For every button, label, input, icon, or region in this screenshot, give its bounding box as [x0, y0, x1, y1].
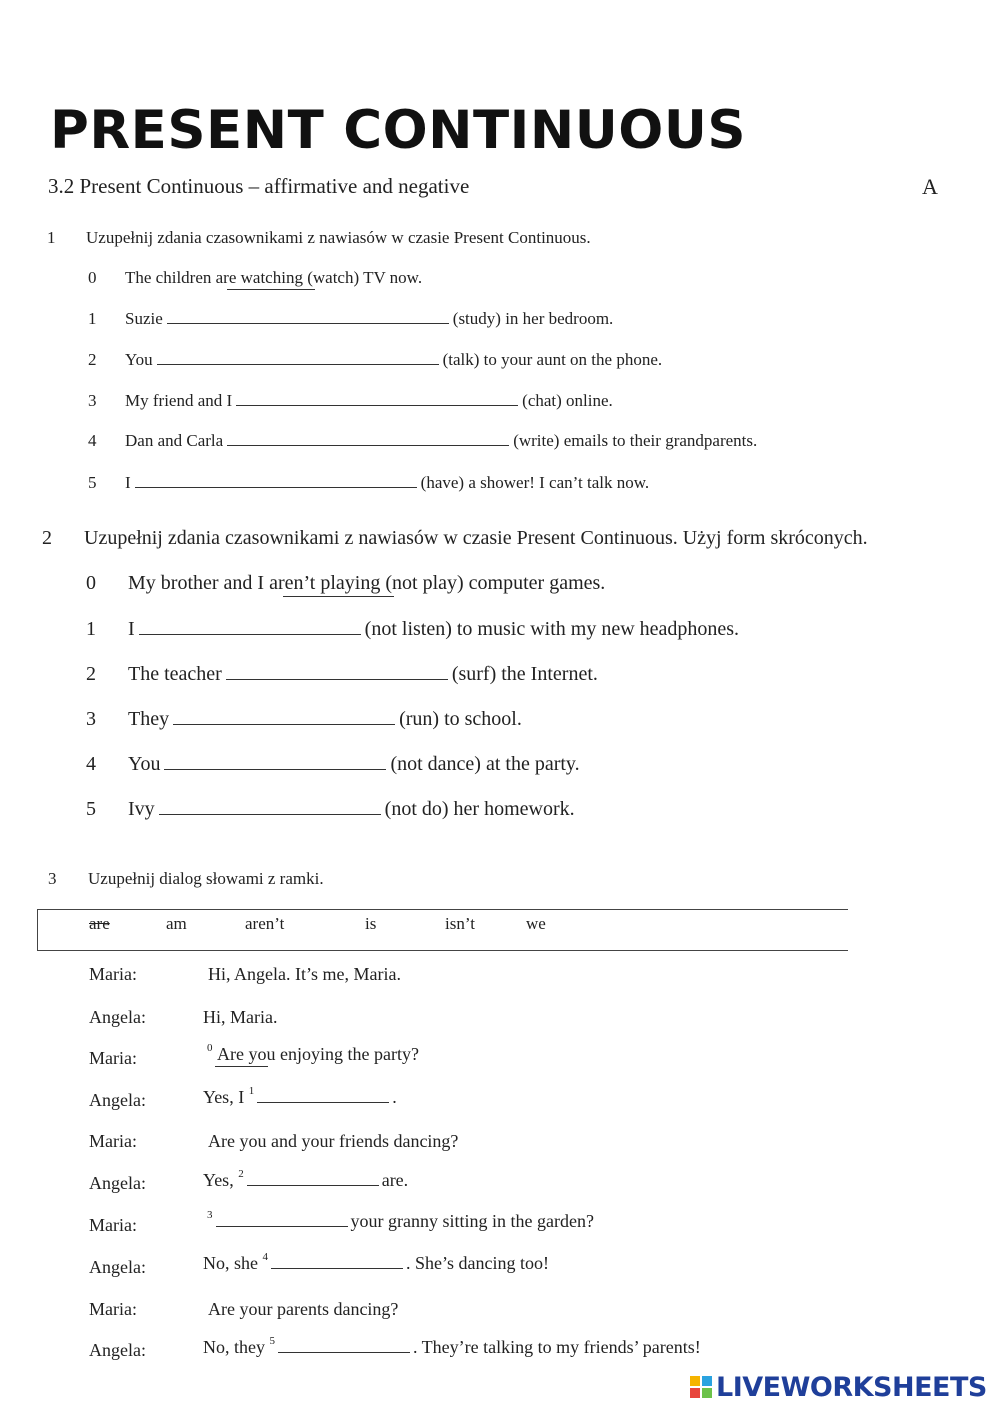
exercise-2-example-number: 0: [86, 572, 96, 594]
dialog-line: [203, 1337, 701, 1358]
gap-number: 2: [238, 1168, 244, 1180]
logo-text: LIVEWORKSHEETS: [716, 1372, 987, 1403]
exercise-1-item-number: 1: [88, 309, 97, 328]
exercise-3-number: 3: [48, 869, 57, 888]
dialog-line: Hi, Angela. It’s me, Maria.: [208, 964, 401, 984]
word-box-item[interactable]: isn’t: [445, 914, 475, 933]
exercise-1-item: [125, 391, 613, 411]
gap-number: 3: [207, 1209, 213, 1221]
exercise-2-item-number: 3: [86, 708, 96, 730]
item-subject: I: [125, 473, 131, 492]
dialog-after: .: [392, 1087, 397, 1107]
answer-blank[interactable]: [227, 431, 509, 446]
item-subject: You: [128, 753, 161, 775]
example-answer: en’t playing (: [284, 572, 393, 594]
item-rest: (write) emails to their grandparents.: [513, 431, 758, 450]
item-rest: (have) a shower! I can’t talk now.: [420, 473, 650, 492]
exercise-2-item-number: 4: [86, 753, 96, 775]
variant-label: A: [922, 174, 938, 199]
dialog-line: Are you and your friends dancing?: [208, 1131, 459, 1151]
item-subject: They: [128, 708, 170, 730]
exercise-2-item: [128, 618, 739, 641]
dialog-line: [203, 1087, 397, 1108]
exercise-1-item: [125, 350, 662, 370]
word-box-item[interactable]: aren’t: [245, 914, 285, 933]
exercise-2-item-number: 5: [86, 798, 96, 820]
word-box-item[interactable]: are: [89, 914, 110, 933]
exercise-1-item: [125, 431, 757, 451]
item-rest: (not listen) to music with my new headphones.: [364, 618, 740, 640]
item-subject: My friend and I: [125, 391, 233, 410]
dialog-speaker: Maria:: [89, 1131, 137, 1151]
item-rest: (talk) to your aunt on the phone.: [442, 350, 663, 369]
dialog-after: u enjoying the party?: [266, 1044, 419, 1064]
gap-number: 4: [262, 1251, 268, 1263]
gap-number: 1: [248, 1085, 255, 1097]
exercise-2-item-number: 2: [86, 663, 96, 685]
example-before: My brother and I ar: [128, 572, 285, 594]
answer-blank[interactable]: [271, 1254, 403, 1269]
dialog-before: No, she: [203, 1253, 258, 1273]
answer-blank[interactable]: [247, 1171, 379, 1186]
dialog-speaker: Maria:: [89, 964, 137, 984]
section-heading: 3.2 Present Continuous – affirmative and negative: [48, 174, 470, 198]
dialog-before: Yes,: [203, 1170, 234, 1190]
exercise-1-example: [125, 268, 422, 288]
exercise-1-instruction: Uzupełnij zdania czasownikami z nawiasów w czasie Present Continuous.: [86, 228, 591, 247]
dialog-line: Are your parents dancing?: [208, 1299, 399, 1319]
exercise-2-instruction: Uzupełnij zdania czasownikami z nawiasów w czasie Present Continuous. Użyj form skróconych.: [84, 527, 868, 549]
word-box: [37, 909, 848, 951]
answer-blank[interactable]: [216, 1212, 348, 1227]
item-subject: I: [128, 618, 135, 640]
exercise-1-item: [125, 473, 649, 493]
example-after: not play) computer games.: [392, 572, 606, 594]
item-subject: You: [125, 350, 153, 369]
item-rest: (not dance) at the party.: [390, 753, 580, 775]
dialog-speaker: Angela:: [89, 1257, 146, 1277]
exercise-2-number: 2: [42, 527, 52, 549]
dialog-speaker: Angela:: [89, 1090, 146, 1110]
answer-blank[interactable]: [164, 753, 386, 770]
exercise-1-item-number: 4: [88, 431, 97, 450]
word-box-item[interactable]: we: [526, 914, 546, 933]
answer-blank[interactable]: [278, 1338, 410, 1353]
dialog-line: [207, 1211, 594, 1232]
exercise-1-item-number: 3: [88, 391, 97, 410]
dialog-speaker: Angela:: [89, 1007, 146, 1027]
answer-blank[interactable]: [226, 663, 448, 680]
answer-blank[interactable]: [135, 473, 417, 488]
item-rest: (study) in her bedroom.: [452, 309, 614, 328]
dialog-line: [203, 1253, 549, 1274]
item-subject: Suzie: [125, 309, 163, 328]
dialog-after: your granny sitting in the garden?: [350, 1211, 594, 1231]
exercise-1-number: 1: [47, 228, 56, 247]
example-after: watch) TV now.: [312, 268, 423, 287]
example-answer: e watching (: [228, 268, 313, 287]
answer-blank[interactable]: [167, 309, 449, 324]
dialog-speaker: Angela:: [89, 1340, 146, 1360]
exercise-1-item-number: 2: [88, 350, 97, 369]
dialog-speaker: Angela:: [89, 1173, 146, 1193]
word-box-item[interactable]: is: [365, 914, 377, 933]
gap-number: 0: [207, 1042, 213, 1054]
example-before: The children ar: [125, 268, 229, 287]
gap-number: 5: [269, 1335, 275, 1347]
dialog-line: [207, 1044, 419, 1065]
item-rest: (chat) online.: [522, 391, 613, 410]
item-rest: (not do) her homework.: [384, 798, 575, 820]
logo-mark-icon: [690, 1376, 712, 1398]
item-rest: (run) to school.: [399, 708, 522, 730]
answer-blank[interactable]: [157, 350, 439, 365]
answer-blank[interactable]: [173, 708, 395, 725]
exercise-1-example-number: 0: [88, 268, 97, 287]
answer-blank[interactable]: [139, 618, 361, 635]
answer-blank[interactable]: [257, 1088, 389, 1103]
exercise-2-item: [128, 708, 522, 731]
exercise-1-item: [125, 309, 613, 329]
dialog-before: No, they: [203, 1337, 265, 1357]
dialog-line: [203, 1170, 408, 1191]
exercise-2-item: [128, 753, 580, 776]
page-title: PRESENT CONTINUOUS: [50, 100, 747, 161]
word-box-item[interactable]: am: [166, 914, 187, 933]
answer-blank[interactable]: [159, 798, 381, 815]
dialog-after: . She’s dancing too!: [406, 1253, 549, 1273]
item-subject: Dan and Carla: [125, 431, 224, 450]
example-answer: Are yo: [217, 1044, 267, 1064]
dialog-speaker: Maria:: [89, 1048, 137, 1068]
exercise-2-item-number: 1: [86, 618, 96, 640]
dialog-after: . They’re talking to my friends’ parents!: [413, 1337, 701, 1357]
liveworksheets-logo[interactable]: [690, 1372, 987, 1403]
item-subject: The teacher: [128, 663, 222, 685]
exercise-1-item-number: 5: [88, 473, 97, 492]
exercise-3-instruction: Uzupełnij dialog słowami z ramki.: [88, 869, 324, 888]
dialog-line: Hi, Maria.: [203, 1007, 278, 1027]
item-subject: Ivy: [128, 798, 155, 820]
dialog-speaker: Maria:: [89, 1215, 137, 1235]
exercise-2-item: [128, 798, 575, 821]
dialog-speaker: Maria:: [89, 1299, 137, 1319]
exercise-2-example: [128, 572, 605, 595]
item-rest: (surf) the Internet.: [451, 663, 598, 685]
answer-blank[interactable]: [236, 391, 518, 406]
exercise-2-item: [128, 663, 598, 686]
dialog-before: Yes, I: [203, 1087, 245, 1107]
dialog-after: are.: [381, 1170, 409, 1190]
